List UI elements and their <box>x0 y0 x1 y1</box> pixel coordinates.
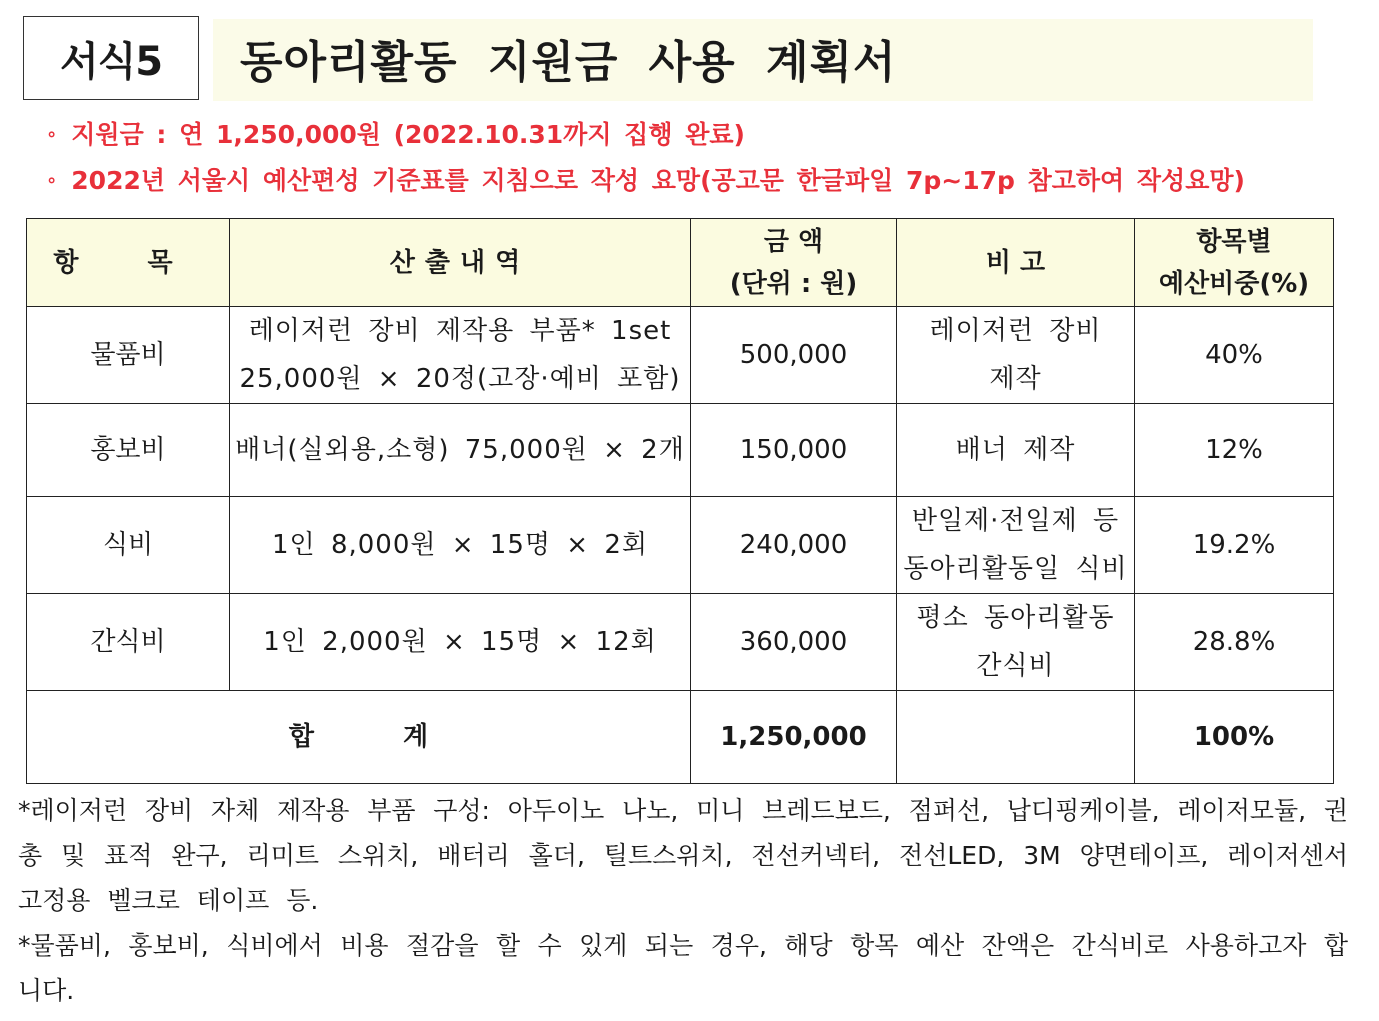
document-title: 동아리활동 지원금 사용 계획서 <box>240 37 897 88</box>
notice-item <box>46 162 1245 208</box>
cell-remark: 레이저런 장비 제작 <box>897 307 1135 404</box>
cell-remark: 평소 동아리활동 간식비 <box>897 594 1135 691</box>
table-row <box>27 594 1334 691</box>
cell-remark: 배너 제작 <box>897 404 1135 497</box>
notice-text: 지원금 : 연 1,250,000원 (2022.10.31까지 집행 완료) <box>71 120 745 149</box>
form-number-label: 서식5 <box>23 16 199 100</box>
cell-amount: 360,000 <box>691 594 897 691</box>
header-remark: 비 고 <box>897 219 1135 307</box>
notice-text: 2022년 서울시 예산편성 기준표를 지침으로 작성 요망(공고문 한글파일 7p~17p 참고하여 작성요망) <box>71 166 1245 195</box>
footnote-parts: *레이저런 장비 자체 제작용 부품 구성: 아두이노 나노, 미니 브레드보드, 점퍼선, 납디핑케이블, 레이저모듈, 권총 및 표적 완구, 리미트 스위치, 배터리 홀더, 틸트스위치, 전선커넥터, 전선LED, 3M 양면테이프, 레이저센서 고정용 벨크로 테이프 등. <box>18 796 1348 915</box>
notice-list <box>46 116 1245 208</box>
cell-calc: 1인 2,000원 × 15명 × 12회 <box>230 594 691 691</box>
total-ratio: 100% <box>1135 691 1334 784</box>
table-row <box>27 307 1334 404</box>
table-header-row <box>27 219 1334 307</box>
cell-item: 홍보비 <box>27 404 230 497</box>
cell-amount: 150,000 <box>691 404 897 497</box>
cell-calc: 1인 8,000원 × 15명 × 2회 <box>230 497 691 594</box>
footnotes <box>18 788 1348 1013</box>
total-label: 합 계 <box>27 691 691 784</box>
cell-calc: 배너(실외용,소형) 75,000원 × 2개 <box>230 404 691 497</box>
budget-table <box>26 218 1334 784</box>
table-total-row <box>27 691 1334 784</box>
cell-item: 식비 <box>27 497 230 594</box>
cell-ratio: 28.8% <box>1135 594 1334 691</box>
cell-amount: 500,000 <box>691 307 897 404</box>
cell-amount: 240,000 <box>691 497 897 594</box>
notice-item <box>46 116 1245 162</box>
cell-ratio: 40% <box>1135 307 1334 404</box>
bullet-icon: ∘ <box>46 124 58 145</box>
cell-item: 간식비 <box>27 594 230 691</box>
header-item: 항 목 <box>27 219 230 307</box>
cell-calc: 레이저런 장비 제작용 부품* 1set 25,000원 × 20정(고장·예비 포함) <box>230 307 691 404</box>
header-amount: 금 액 (단위 : 원) <box>691 219 897 307</box>
total-amount: 1,250,000 <box>691 691 897 784</box>
total-remark <box>897 691 1135 784</box>
header-ratio: 항목별 예산비중(%) <box>1135 219 1334 307</box>
table-row <box>27 497 1334 594</box>
table-row <box>27 404 1334 497</box>
bullet-icon: ∘ <box>46 170 58 191</box>
cell-remark: 반일제·전일제 등 동아리활동일 식비 <box>897 497 1135 594</box>
cell-item: 물품비 <box>27 307 230 404</box>
header-calc: 산출내역 <box>230 219 691 307</box>
footnote-savings: *물품비, 홍보비, 식비에서 비용 절감을 할 수 있게 되는 경우, 해당 항목 예산 잔액은 간식비로 사용하고자 합니다. <box>18 931 1348 1005</box>
cell-ratio: 12% <box>1135 404 1334 497</box>
cell-ratio: 19.2% <box>1135 497 1334 594</box>
